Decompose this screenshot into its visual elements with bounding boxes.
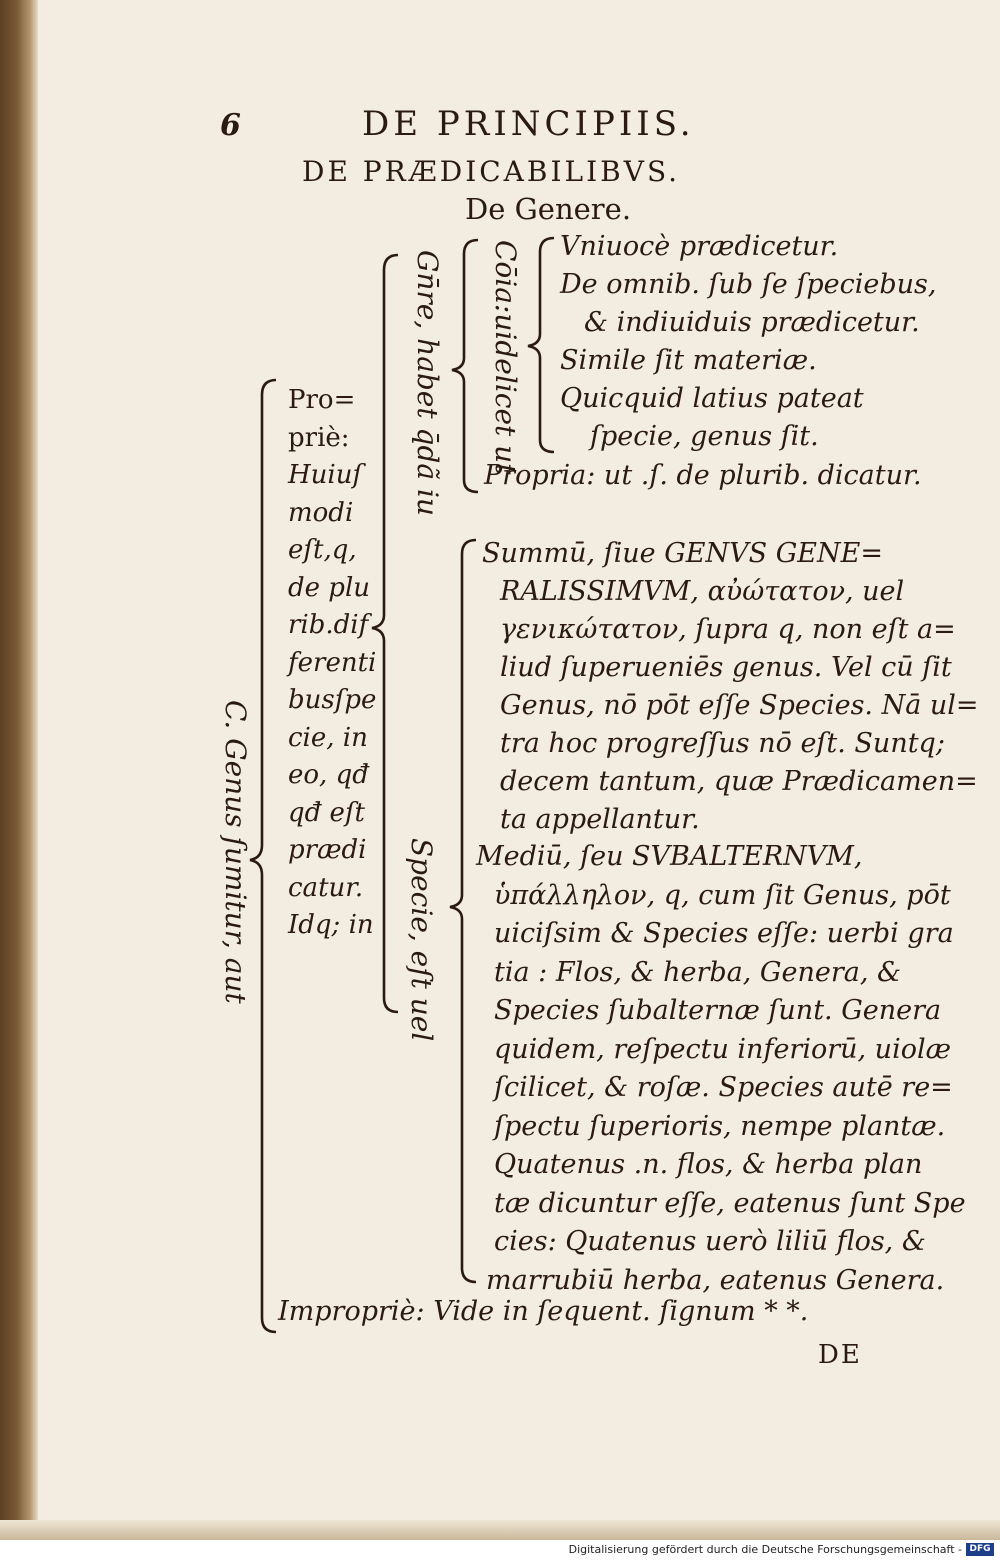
communia-item: De omnib. ſub ſe ſpeciebus, [560, 269, 937, 300]
medium-line: ſcilicet, & roſæ. Species autē re= [494, 1072, 953, 1103]
proprie-line: prædi [288, 835, 367, 865]
communia-item: & indiuiduis prædicetur. [584, 307, 920, 338]
medium-line: marrubiū herba, eatenus Genera. [486, 1264, 945, 1296]
medium-line: ὑπάλληλον, q, cum ſit Genus, pōt [494, 879, 951, 911]
footer-credit: Digitalisierung gefördert durch die Deutsche Forschungsgemeinschaft - [568, 1543, 962, 1556]
proprie-line: de plu [288, 572, 370, 603]
summum-line: liud ſuperueniēs genus. Vel cū ſit [500, 652, 952, 683]
running-head: DE PRINCIPIIS. [362, 104, 695, 144]
communia-list [560, 228, 936, 456]
medium-line: uiciſsim & Species eſſe: uerbi gra [494, 918, 954, 949]
communia-brace [528, 238, 554, 452]
communia-item: Vniuocè prædicetur. [560, 231, 839, 262]
root-brace [250, 380, 276, 1332]
medium-line: Quatenus .n. flos, & herba plan [494, 1149, 923, 1180]
summum-line: Genus, nō pōt eſſe Species. Nā ul= [500, 690, 979, 721]
communia-item: Quicquid latius pateat [560, 383, 864, 414]
medium-line: quidem, reſpectu inferiorū, uiolæ [494, 1033, 951, 1065]
specie-brace [450, 540, 476, 1282]
genere-brace [452, 240, 478, 492]
medium-line: tia : Flos, & herba, Genera, & [494, 956, 902, 988]
proprie-line: eſt,q, [288, 535, 357, 565]
root-label: C. Genus ſumitur, aut [219, 700, 252, 1004]
summum-line: γενικώτατον, ſupra q, non eſt a= [500, 614, 956, 645]
summum-line: decem tantum, quæ Prædicamen= [500, 766, 978, 797]
subtitle: De Genere. [465, 192, 632, 226]
summum-line: RALISSIMVM, αὐώτατον, uel [500, 576, 905, 607]
summum-block [482, 535, 979, 839]
genere-label: Gn̄re, habet q̄dã iu [411, 250, 444, 516]
proprie-line: ferenti [288, 647, 377, 678]
dfg-logo: DFG [966, 1543, 994, 1556]
proprie-line: eo, qđ [288, 760, 369, 790]
proprie-line: Huiuſ [288, 460, 363, 490]
section-title: DE PRÆDICABILIBVS. [302, 155, 681, 188]
proprie-line: modi [288, 497, 354, 528]
communia-item: ſpecie, genus ſit. [590, 421, 819, 452]
proprie-line: cie, in [288, 722, 368, 753]
proprie-line: rib.dif [288, 610, 369, 640]
medium-block [476, 838, 966, 1300]
proprie-line: busſpe [288, 685, 377, 715]
proprie-column [288, 382, 376, 945]
communia-label: Cōia:uidelicet ut [489, 240, 522, 475]
medium-line: cies: Quatenus uerò liliū flos, & [494, 1226, 926, 1257]
medium-line: Mediū, ſeu SVBALTERNVM, [476, 841, 863, 872]
summum-line: ta appellantur. [500, 804, 700, 835]
medium-line: Species ſubalternæ ſunt. Genera [494, 995, 942, 1026]
proprie-line: catur. [288, 872, 364, 903]
medium-line: tæ dicuntur eſſe, eatenus ſunt Spe [494, 1187, 966, 1219]
proprie-line: Idq; in [288, 910, 374, 940]
proprie-line: priè: [288, 422, 350, 453]
specie-label: Specie, eſt uel [405, 838, 438, 1042]
summum-line: tra hoc progreſſus nō eſt. Suntq; [500, 728, 945, 759]
medium-line: ſpectu ſuperioris, nempe plantæ. [494, 1110, 946, 1142]
summum-line: Summū, ſiue GENVS GENE= [482, 538, 883, 569]
communia-item: Simile ſit materiæ. [560, 345, 817, 376]
page-number: 6 [220, 108, 241, 143]
proprie-line: Pro= [288, 385, 356, 415]
catchword: DE [818, 1340, 862, 1370]
propria-line: Propria: ut .ſ. de plurib. dicatur. [484, 460, 922, 491]
proprie-line: qđ eſt [288, 797, 366, 828]
improprie-line: Impropriè: Vide in ſequent. ſignum * *. [278, 1296, 809, 1327]
